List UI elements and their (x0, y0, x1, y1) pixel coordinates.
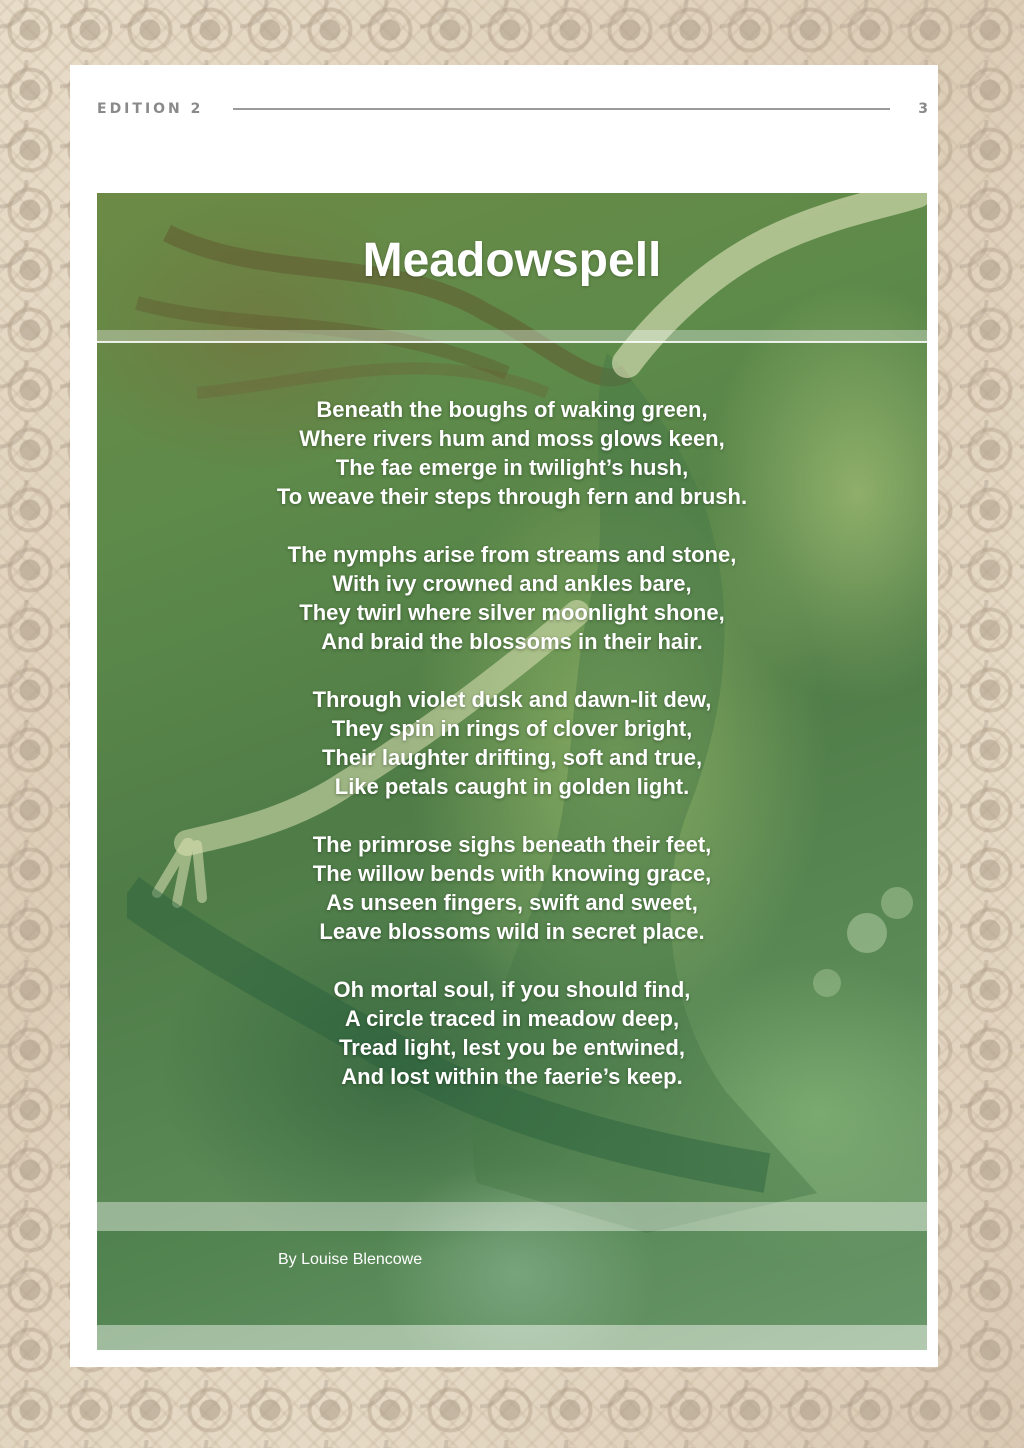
poem-line: Where rivers hum and moss glows keen, (299, 426, 725, 451)
poem-line: And lost within the faerie’s keep. (341, 1064, 683, 1089)
poem-line: Their laughter drifting, soft and true, (321, 745, 703, 770)
poem-line: Tread light, lest you be entwined, (339, 1035, 685, 1060)
poem-line: With ivy crowned and ankles bare, (332, 571, 692, 596)
poem-line: The nymphs arise from streams and stone, (287, 542, 737, 567)
poem-title: Meadowspell (362, 234, 662, 287)
poem-line: To weave their steps through fern and brush. (276, 484, 748, 509)
poem-line: They spin in rings of clover bright, (331, 716, 693, 741)
stanza (97, 975, 927, 1091)
poem-line: Oh mortal soul, if you should find, (333, 977, 691, 1002)
poem-line: As unseen fingers, swift and sweet, (326, 890, 698, 915)
author-band (97, 1231, 927, 1325)
header-divider (233, 108, 890, 110)
stanza (97, 395, 927, 511)
edition-label: EDITION 2 (97, 101, 204, 117)
poem-line: Through violet dusk and dawn-lit dew, (312, 687, 712, 712)
author-credit: By Louise Blencowe (278, 1251, 423, 1268)
footer-band (97, 1202, 927, 1231)
poem-line: Like petals caught in golden light. (334, 774, 690, 799)
poem-line: The fae emerge in twilight’s hush, (335, 455, 689, 480)
stanza (97, 540, 927, 656)
title-divider (97, 341, 927, 343)
poem-artwork-panel (97, 193, 927, 1350)
poem-line: Beneath the boughs of waking green, (316, 397, 708, 422)
bottom-band (97, 1325, 927, 1350)
page-header (97, 97, 928, 121)
poem-body (97, 395, 927, 1120)
poem-line: The willow bends with knowing grace, (312, 861, 712, 886)
poem-line: They twirl where silver moonlight shone, (299, 600, 725, 625)
poem-line: The primrose sighs beneath their feet, (312, 832, 712, 857)
magazine-page (70, 65, 938, 1367)
stanza (97, 830, 927, 946)
stanza (97, 685, 927, 801)
poem-line: Leave blossoms wild in secret place. (319, 919, 705, 944)
poem-line: And braid the blossoms in their hair. (321, 629, 703, 654)
poem-line: A circle traced in meadow deep, (344, 1006, 680, 1031)
page-number: 3 (918, 101, 928, 117)
